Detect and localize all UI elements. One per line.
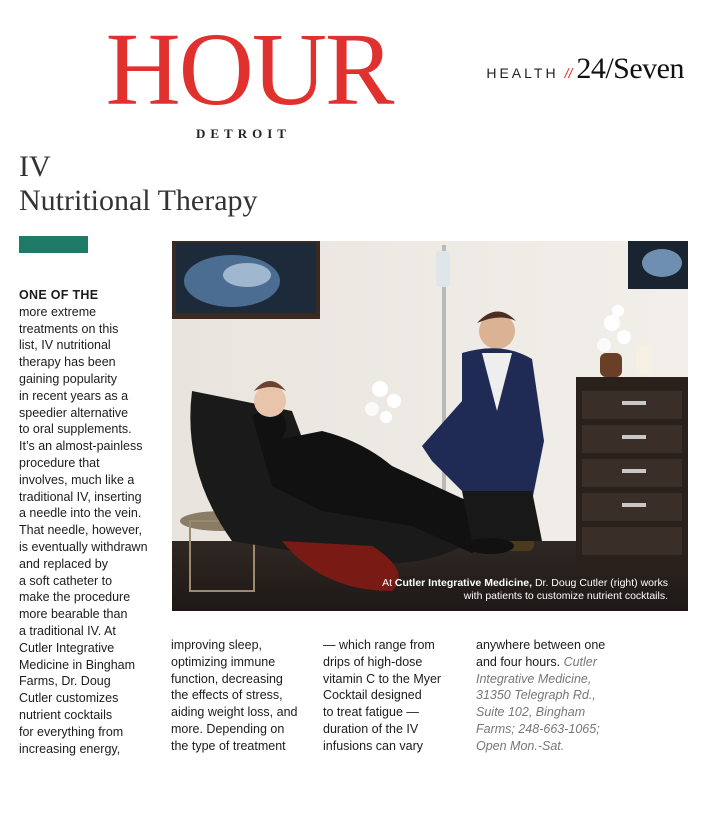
body-text-line: That needle, however, (19, 523, 142, 538)
caption-line-2: with patients to customize nutrient cocktails. (463, 590, 668, 602)
title-line-1: IV (19, 150, 51, 183)
section-tag (486, 52, 684, 86)
body-text-line: drips of high-dose (323, 654, 423, 669)
body-text-line: involves, much like a (19, 472, 135, 487)
body-text-line: gaining popularity (19, 371, 117, 386)
body-text-line: Cocktail designed (323, 688, 422, 703)
body-text-line: the effects of stress, (171, 688, 283, 703)
column-3-lines (323, 637, 463, 755)
clinic-info-line: 31350 Telegraph Rd., (476, 688, 596, 703)
body-text-line: list, IV nutritional (19, 338, 111, 353)
body-text-line: nutrient cocktails (19, 707, 113, 722)
photo-caption (368, 577, 668, 603)
closing-text: and four hours. (476, 654, 564, 669)
body-text-line: Medicine in Bingham (19, 657, 136, 672)
body-text-line: Cutler Integrative (19, 640, 115, 655)
column-1-lines (19, 304, 159, 758)
caption-rest: Dr. Doug Cutler (right) works (532, 577, 668, 589)
body-text-line: the type of treatment (171, 738, 286, 753)
section-label: HEALTH (486, 65, 559, 81)
body-text-line: speedier alternative (19, 405, 129, 420)
clinic-photo-illustration (172, 241, 688, 611)
clinic-info-line: Suite 102, Bingham (476, 705, 586, 720)
body-column-2 (171, 637, 311, 755)
body-text-line: infusions can vary (323, 738, 424, 753)
article-title (19, 150, 258, 218)
body-text-line: Farms, Dr. Doug (19, 674, 111, 689)
logo-wordmark: HOUR (105, 12, 393, 127)
body-text-line: for everything from (19, 724, 124, 739)
body-column-4 (476, 637, 626, 755)
section-separator: // (564, 65, 573, 81)
body-text-line: more. Depending on (171, 721, 285, 736)
body-text-line: a soft catheter to (19, 573, 113, 588)
body-text-line: more bearable than (19, 607, 128, 622)
body-text-line: — which range from (323, 638, 435, 652)
body-text-line: and replaced by (19, 556, 108, 571)
clinic-info (476, 671, 626, 755)
clinic-info-line: Integrative Medicine, (476, 671, 592, 686)
body-column-3 (323, 637, 463, 755)
caption-prefix: At (382, 577, 395, 589)
body-text-line: function, decreasing (171, 671, 283, 686)
body-text-line: anywhere between one (476, 638, 606, 652)
body-text-line: duration of the IV (323, 721, 419, 736)
lead-in: ONE OF THE (19, 288, 99, 302)
body-text-line: a needle into the vein. (19, 506, 142, 521)
body-column-1 (19, 287, 159, 757)
body-text-line: in recent years as a (19, 388, 129, 403)
body-text-line: more extreme (19, 304, 97, 319)
column-4-lines (476, 637, 626, 654)
clinic-info-line: Farms; 248-663-1065; (476, 721, 600, 736)
body-text-line: procedure that (19, 455, 100, 470)
caption-bold: Cutler Integrative Medicine, (394, 577, 533, 589)
clinic-photo (172, 241, 688, 611)
body-text-line: treatments on this (19, 321, 119, 336)
body-text-line: traditional IV, inserting (19, 489, 142, 504)
accent-bar (19, 236, 88, 253)
column-2-lines (171, 637, 311, 755)
body-text-line: therapy has been (19, 355, 116, 370)
body-text-line: to treat fatigue — (323, 705, 419, 720)
clinic-info-line: Open Mon.-Sat. (476, 738, 565, 753)
body-text-line: It’s an almost-painless (19, 439, 143, 454)
body-text-line: increasing energy, (19, 741, 121, 756)
body-text-line: a traditional IV. At (19, 623, 116, 638)
body-text-line: optimizing immune (171, 654, 276, 669)
section-brand: 24/Seven (576, 52, 684, 85)
body-text-line: make the procedure (19, 590, 131, 605)
clinic-name-start: Cutler (563, 654, 597, 669)
title-line-2: Nutritional Therapy (19, 184, 258, 217)
body-text-line: improving sleep, (171, 638, 263, 652)
hour-detroit-logo (74, 12, 424, 141)
body-text-line: vitamin C to the Myer (323, 671, 442, 686)
column-4-line-2 (476, 654, 626, 671)
body-text-line: to oral supplements. (19, 422, 132, 437)
logo-subtitle: DETROIT (196, 126, 291, 141)
body-text-line: aiding weight loss, and (171, 705, 298, 720)
body-text-line: is eventually withdrawn (19, 539, 148, 554)
body-text-line: Cutler customizes (19, 691, 119, 706)
